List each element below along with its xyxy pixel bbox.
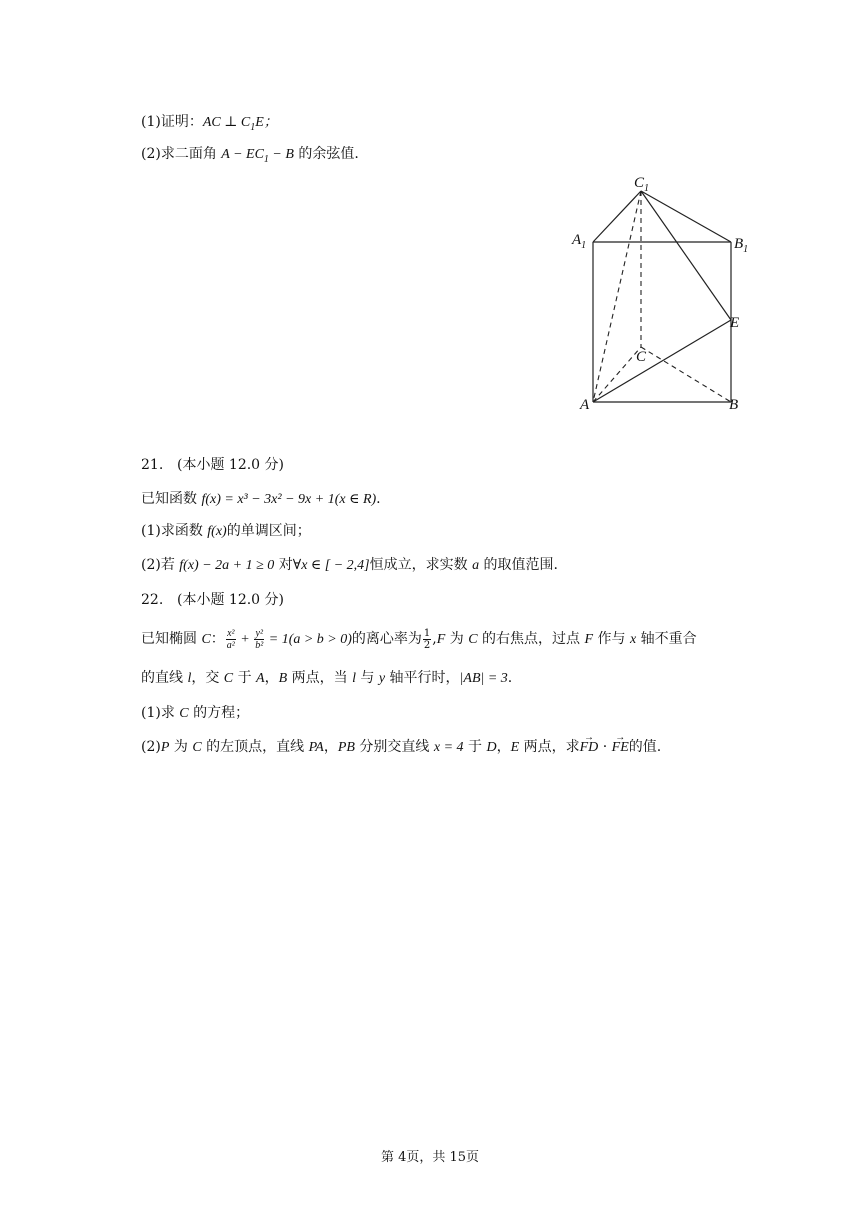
q22-part1: (1)求 C 的方程；	[141, 705, 250, 721]
edge-a-c	[593, 347, 641, 402]
q20-part1: (1)证明：AC ⊥ $C_1E$；	[141, 114, 278, 133]
label-b1: $B_1$	[734, 236, 749, 255]
edge-c1-e	[641, 191, 731, 320]
label-c: C	[636, 349, 647, 365]
label-c1: $C_1$	[634, 175, 650, 194]
prism-figure	[568, 172, 778, 422]
q20-part2-math: $A - EC_1 - B$	[221, 147, 294, 165]
q21-part1: (1)求函数 f(x)的单调区间；	[141, 523, 311, 539]
label-b: B	[729, 397, 739, 413]
q21-stem: 已知函数 f(x) = x³ − 3x² − 9x + 1(x ∈ R).	[141, 491, 381, 507]
vector-fd: → FD	[580, 738, 599, 758]
q22-number: 22.	[141, 592, 164, 608]
edge-a1-c1	[593, 191, 641, 242]
q22-header: 22. (本小题 12.0 分)	[141, 592, 284, 608]
q22-part2: (2)P 为 C 的左顶点，直线 PA，PB 分别交直线 x = 4 于 D，E 两点，求→ FD · → FE的值.	[141, 737, 661, 758]
q21-number: 21.	[141, 457, 164, 473]
q22-stem-line1: 已知椭圆 C： $\frac{\text{x²}}{\text{a²}}$ + $\frac{\text{y²}}{\text{b²}}$ = 1(a > b > 0)的离心率为 $\frac{1}{2}$ ,F 为 C 的右焦点，过点 F 作与 x 轴不重合	[141, 627, 697, 651]
q21-header: 21. (本小题 12.0 分)	[141, 457, 284, 473]
label-e: E	[730, 315, 740, 331]
fraction-x2-a2: $\frac{\text{x²}}{\text{a²}}$	[226, 627, 235, 651]
fraction-y2-b2: $\frac{\text{y²}}{\text{b²}}$	[255, 627, 264, 651]
edge-c1-a	[593, 191, 641, 402]
label-a1: $A_1$	[572, 232, 587, 251]
fraction-one-half: $\frac{1}{2}$	[423, 627, 431, 651]
page-footer: 第 4页，共 15页	[380, 1150, 480, 1165]
vector-fe: → FE	[612, 738, 629, 758]
q21-part2: (2)若 f(x) − 2a + 1 ≥ 0 对∀x ∈ [ − 2,4]恒成立，求实数 a 的取值范围.	[141, 557, 558, 573]
q22-stem-line2: 的直线 l，交 C 于 A，B 两点，当 l 与 y 轴平行时，|AB| = 3.	[141, 670, 513, 686]
edge-c1-b1	[641, 191, 731, 242]
q20-part2: (2)求二面角 $A - EC_1 - B$ 的余弦值.	[141, 146, 359, 165]
label-a: A	[580, 397, 590, 413]
q20-part1-math: AC ⊥ $C_1E$；	[202, 115, 278, 133]
edge-c-b	[641, 347, 731, 402]
